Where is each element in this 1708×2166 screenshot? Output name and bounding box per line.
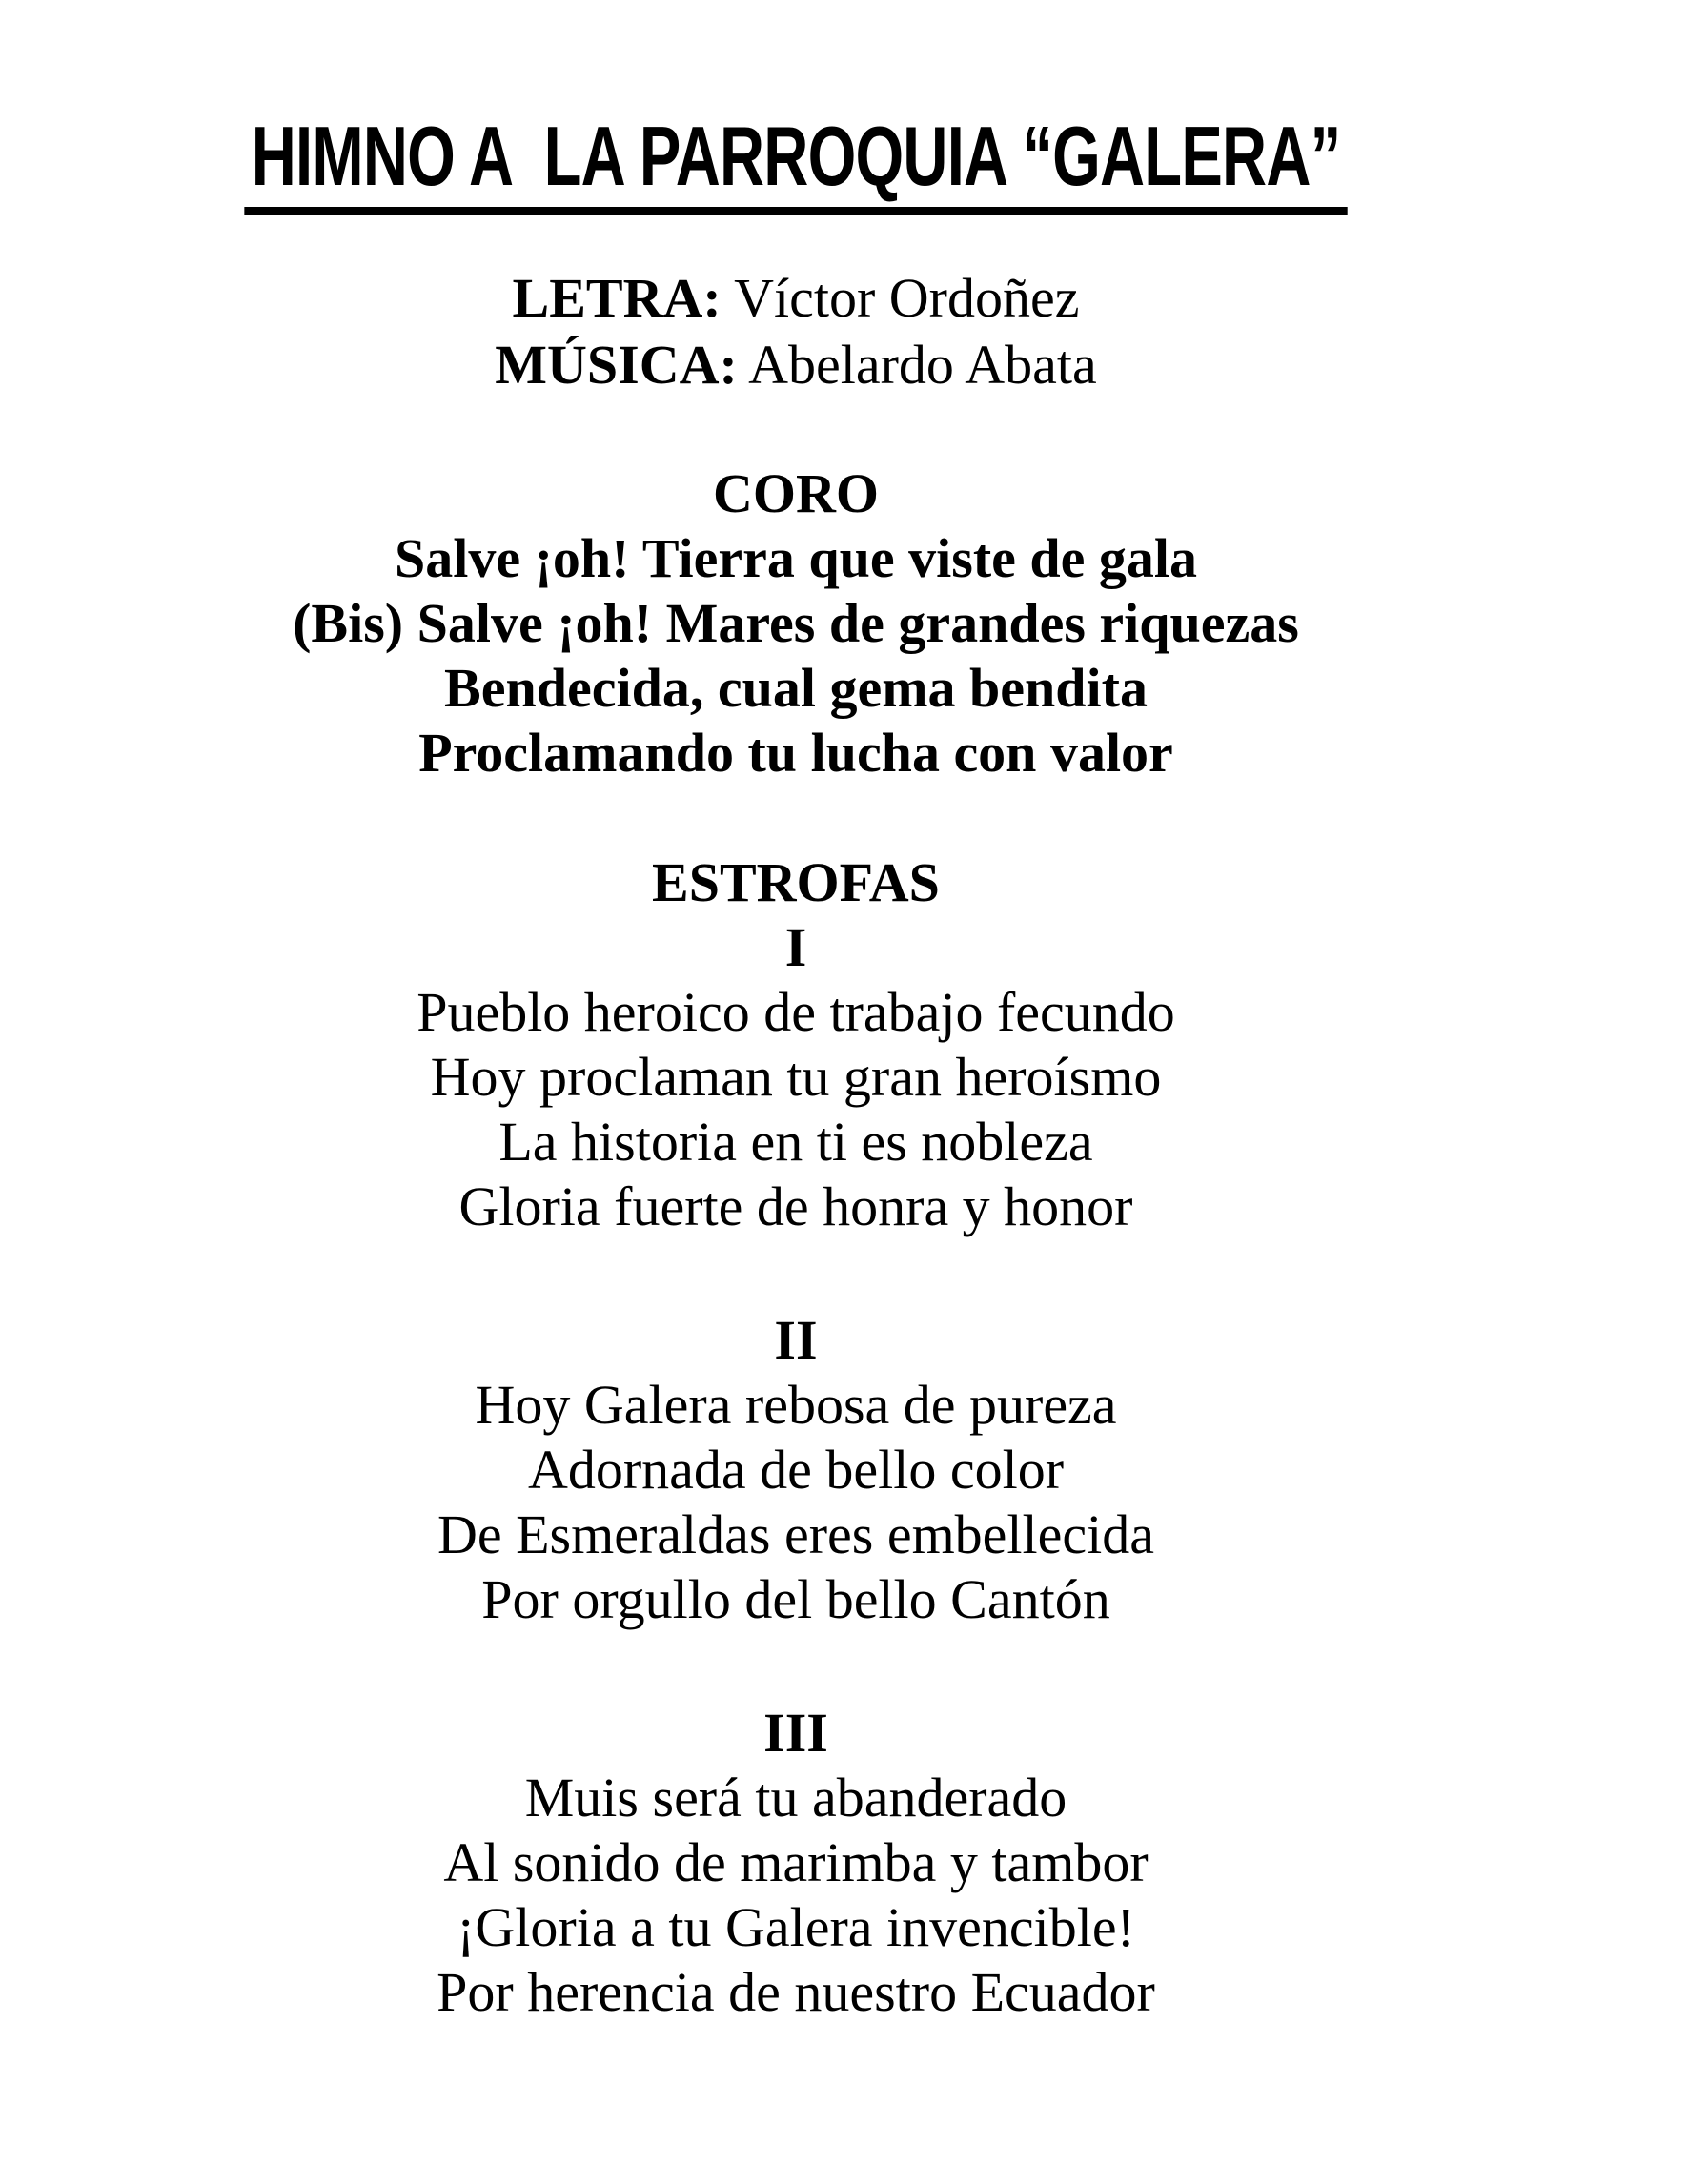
- stanza-1-line: La historia en ti es nobleza: [498, 1111, 1093, 1174]
- letra-label: LETRA:: [512, 267, 722, 330]
- stanza-1-line: Gloria fuerte de honra y honor: [458, 1175, 1133, 1238]
- coro-line: (Bis) Salve ¡oh! Mares de grandes riquezas: [293, 592, 1299, 655]
- coro-line: Bendecida, cual gema bendita: [444, 657, 1148, 720]
- letra-credit: [0, 265, 1592, 332]
- coro-line: Proclamando tu lucha con valor: [418, 722, 1173, 785]
- stanza-3-line: Al sonido de marimba y tambor: [443, 1831, 1149, 1894]
- stanza-3-line: Muis será tu abanderado: [524, 1767, 1068, 1829]
- stanza-3-line: Por herencia de nuestro Ecuador: [437, 1961, 1155, 2024]
- credits-block: [0, 265, 1592, 398]
- letra-value: Víctor Ordoñez: [721, 267, 1080, 330]
- stanza-1-numeral: I: [784, 916, 807, 979]
- musica-label: MÚSICA:: [495, 334, 738, 397]
- musica-value: Abelardo Abata: [737, 334, 1097, 397]
- stanza-1-line: Pueblo heroico de trabajo fecundo: [417, 981, 1175, 1044]
- stanza-2-line: Hoy Galera rebosa de pureza: [475, 1374, 1117, 1437]
- estrofas-heading: ESTROFAS: [652, 851, 940, 914]
- stanza-2-line: Por orgullo del bello Cantón: [481, 1568, 1110, 1631]
- document-title: [0, 111, 1592, 215]
- stanza-3-numeral: III: [763, 1702, 828, 1765]
- document-title-text: HIMNO A LA PARROQUIA “GALERA”: [244, 111, 1347, 215]
- stanza-3-line: ¡Gloria a tu Galera invencible!: [457, 1896, 1135, 1959]
- stanza-2-line: De Esmeraldas eres embellecida: [437, 1503, 1155, 1566]
- stanza-2-numeral: II: [774, 1309, 818, 1372]
- stanza-2-line: Adornada de bello color: [527, 1439, 1065, 1502]
- coro-line: Salve ¡oh! Tierra que viste de gala: [394, 527, 1198, 590]
- musica-credit: [0, 332, 1592, 398]
- stanza-1-line: Hoy proclaman tu gran heroísmo: [430, 1046, 1162, 1109]
- coro-heading: CORO: [713, 462, 879, 525]
